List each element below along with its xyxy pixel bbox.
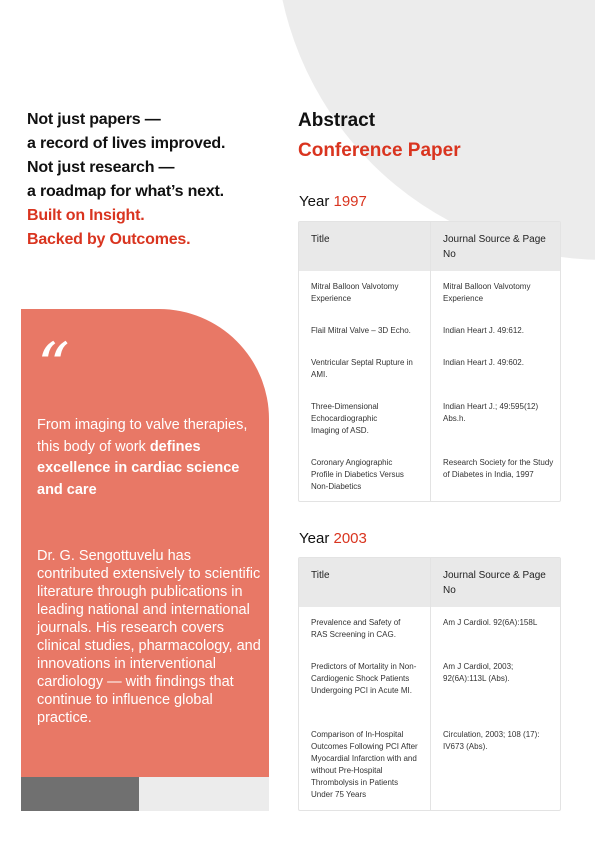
table-header	[299, 558, 560, 607]
table-cell: Coronary Angiographic Profile in Diabetics Versus Non-Diabetics	[311, 458, 404, 491]
year-heading	[299, 530, 367, 547]
publications-table-2003	[298, 557, 561, 811]
column-header-source: Journal Source & Page No	[430, 558, 560, 607]
quote-intro-text: From imaging to valve therapies, this body of work	[37, 417, 248, 455]
table-cell: Prevalence and Safety of RAS Screening in CAG.	[311, 618, 401, 639]
table-cell: Mitral Balloon Valvotomy Experience	[443, 282, 531, 303]
table-header	[299, 222, 560, 271]
table-cell: Indian Heart J. 49:602.	[443, 358, 524, 367]
page-subtitle: Conference Paper	[298, 140, 461, 161]
table-cell: Am J Cardiol, 2003; 92(6A):113L (Abs).	[443, 662, 514, 683]
table-cell: Ventricular Septal Rupture in AMI.	[311, 358, 413, 379]
table-cell: Flail Mitral Valve – 3D Echo.	[311, 326, 411, 335]
table-cell: Circulation, 2003; 108 (17): IV673 (Abs).	[443, 730, 540, 751]
table-cell: Three-Dimensional Echocardiographic Imaging of ASD.	[311, 402, 379, 435]
column-header-title: Title	[311, 234, 330, 245]
column-header-source: Journal Source & Page No	[430, 222, 560, 271]
table-cell: Comparison of In-Hospital Outcomes Following PCI After Myocardial Infarction with and without Pre-Hospital Thrombolysis in Patients Under 75 Years	[311, 730, 418, 799]
year-label: Year	[299, 193, 330, 210]
lead-line: Not just research —	[27, 159, 175, 176]
table-cell: Research Society for the Study of Diabetes in India, 1997	[443, 458, 554, 479]
quote-intro-emphasis: defines excellence in cardiac science and care	[37, 438, 240, 498]
column-header-title: Title	[311, 570, 330, 581]
page-title: Abstract	[298, 110, 376, 131]
table-cell: Mitral Balloon Valvotomy Experience	[311, 282, 399, 303]
source-column	[430, 607, 560, 810]
lead-statement	[27, 108, 277, 252]
title-column	[299, 271, 430, 501]
bio-paragraph: Dr. G. Sengottuvelu has contributed extensively to scientific literature through publications in leading national and international journals. His research covers clinical studies, pharmacology, and innovations in interventional cardiology — with findings that continue to influence global practice.	[37, 548, 261, 726]
lead-line: a roadmap for what’s next.	[27, 183, 224, 200]
footer-bar-dark	[21, 777, 139, 811]
year-value: 1997	[333, 193, 367, 210]
year-label: Year	[299, 530, 330, 547]
table-cell: Indian Heart J.; 49:595(12) Abs.h.	[443, 402, 539, 423]
year-heading	[299, 193, 367, 210]
lead-line: Not just papers —	[27, 111, 161, 128]
lead-line: a record of lives improved.	[27, 135, 226, 152]
quote-intro	[37, 415, 259, 501]
table-body	[299, 607, 560, 810]
lead-tagline: Backed by Outcomes.	[27, 231, 191, 248]
footer-bar-light	[139, 777, 269, 811]
table-cell: Predictors of Mortality in Non-Cardiogenic Shock Patients Undergoing PCI in Acute MI.	[311, 662, 417, 695]
year-value: 2003	[333, 530, 367, 547]
quote-mark-icon: “	[37, 330, 70, 404]
table-cell: Indian Heart J. 49:612.	[443, 326, 524, 335]
quote-card	[21, 309, 269, 777]
publications-table-1997	[298, 221, 561, 502]
lead-tagline: Built on Insight.	[27, 207, 145, 224]
source-column	[430, 271, 560, 501]
table-cell: Am J Cardiol. 92(6A):158L	[443, 618, 538, 627]
title-column	[299, 607, 430, 810]
table-body	[299, 271, 560, 501]
